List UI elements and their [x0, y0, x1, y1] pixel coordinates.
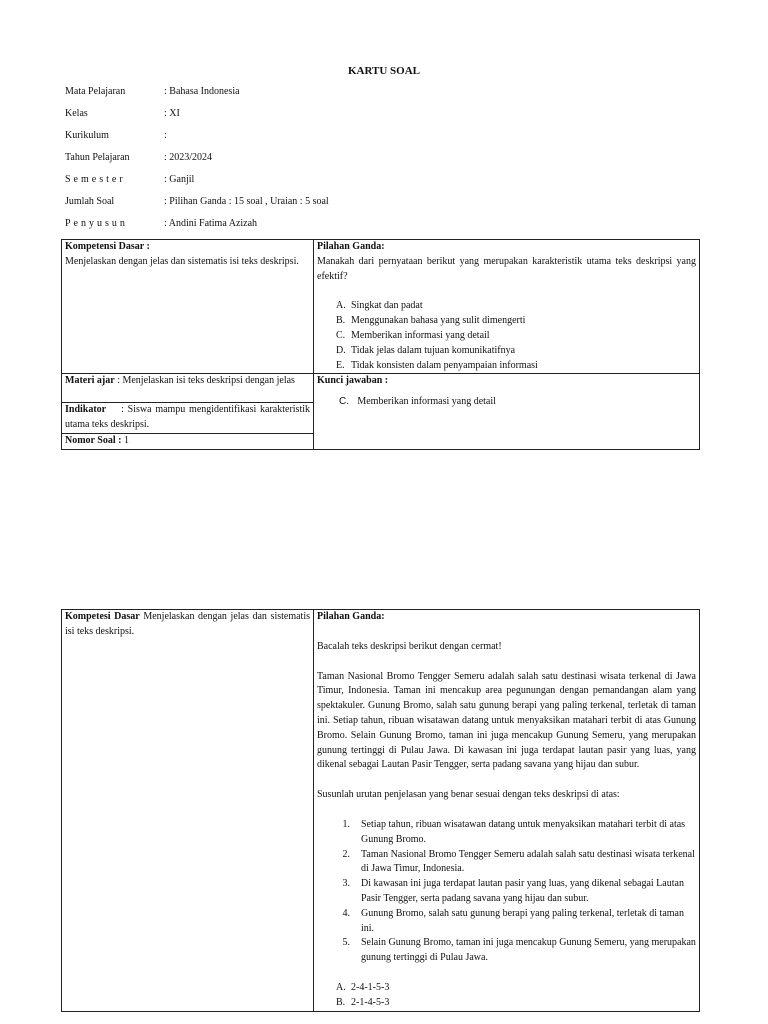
option-text: Tidak jelas dalam tujuan komunikatifnya: [351, 344, 516, 356]
item-number: 2.: [342, 848, 350, 860]
answer-key: [339, 395, 696, 410]
meta-label: Jumlah Soal: [65, 196, 115, 207]
meta-row-class: [65, 107, 465, 129]
meta-row-author: [65, 217, 465, 239]
option-text: Memberikan informasi yang detail: [351, 329, 490, 341]
question-type-label: Pilahan Ganda:: [317, 611, 385, 622]
meta-value: : Ganjil: [164, 174, 195, 185]
option-letter: B.: [336, 996, 346, 1008]
meta-value: :: [164, 130, 167, 141]
meta-label: Mata Pelajaran: [65, 86, 126, 97]
numbered-item: [332, 848, 696, 878]
option-item: [336, 299, 696, 314]
option-letter: A.: [336, 981, 346, 993]
option-text: Tidak konsisten dalam penyampaian informasi: [351, 359, 538, 371]
option-letter: E.: [336, 359, 345, 371]
option-letter: B.: [336, 315, 346, 327]
indicator-label: Indikator: [65, 404, 107, 416]
meta-value: : Andini Fatima Azizah: [164, 218, 258, 229]
question-cell: [314, 610, 700, 1012]
indicator-cell: [62, 403, 314, 434]
material-label: Materi ajar: [65, 375, 115, 387]
meta-row-question-count: [65, 195, 465, 217]
item-number: 3.: [342, 878, 350, 890]
option-text: 2-4-1-5-3: [351, 981, 390, 993]
question-type-label: Pilahan Ganda:: [317, 241, 385, 252]
option-item: [336, 996, 696, 1011]
answer-key-label: Kunci jawaban :: [317, 375, 389, 387]
question-card-2: [61, 609, 700, 1012]
indicator-text: : Siswa mampu mengidentifikasi karakteristik utama teks deskripsi.: [65, 404, 311, 431]
page-title: KARTU SOAL: [347, 65, 421, 77]
numbered-item: [332, 936, 696, 966]
numbered-item: [332, 877, 696, 907]
meta-row-subject: [65, 85, 465, 107]
meta-label: Penyusun: [65, 218, 128, 229]
competency-cell: [62, 240, 314, 374]
numbered-item: [332, 907, 696, 937]
material-cell: [62, 374, 314, 403]
competency-label: Kompetensi Dasar :: [65, 241, 150, 252]
question-card-1: [61, 239, 700, 450]
item-text: Setiap tahun, ribuan wisatawan datang untuk menyaksikan matahari terbit di atas Gunung Bromo.: [361, 818, 686, 845]
option-item: [336, 314, 696, 329]
answer-key-cell: [314, 374, 700, 449]
competency-label: Kompetesi Dasar: [65, 611, 140, 622]
item-text: Taman Nasional Bromo Tengger Semeru adalah salah satu destinasi wisata terkenal di Jawa Timur, Indonesia.: [361, 848, 695, 875]
item-number: 1.: [342, 818, 350, 830]
meta-label: Kelas: [65, 108, 88, 119]
meta-label: Semester: [65, 174, 126, 185]
option-letter: C.: [336, 329, 346, 341]
meta-label: Kurikulum: [65, 130, 109, 141]
question-number-label: Nomor Soal :: [65, 434, 122, 446]
option-text: 2-1-4-5-3: [351, 996, 390, 1008]
item-text: Selain Gunung Bromo, taman ini juga mencakup Gunung Semeru, yang merupakan gunung tertinggi di Pulau Jawa.: [361, 937, 696, 964]
question-number-cell: [62, 433, 314, 449]
option-item: [336, 981, 696, 996]
material-text: : Menjelaskan isi teks deskripsi dengan jelas: [117, 375, 295, 387]
item-text: Di kawasan ini juga terdapat lautan pasir yang luas, yang dikenal sebagai Lautan Pasir Tengger, serta padang savana yang hijau dan subur.: [361, 878, 684, 904]
option-letter: A.: [336, 300, 346, 312]
meta-value: : 2023/2024: [164, 152, 213, 163]
answer-key-text: Memberikan informasi yang detail: [357, 396, 496, 408]
question-text: Manakah dari pernyataan berikut yang merupakan karakteristik utama teks deskripsi yang efektif?: [317, 255, 696, 282]
option-item: [336, 359, 696, 374]
meta-row-semester: [65, 173, 465, 195]
option-item: [336, 344, 696, 359]
meta-value: : XI: [164, 108, 180, 119]
ordering-instruction: Susunlah urutan penjelasan yang benar sesuai dengan teks deskripsi di atas:: [317, 789, 620, 801]
meta-label: Tahun Pelajaran: [65, 152, 130, 163]
competency-cell: [62, 610, 314, 1012]
item-text: Gunung Bromo, salah satu gunung berapi yang paling terkenal, terletak di taman ini.: [361, 907, 684, 934]
meta-value: : Bahasa Indonesia: [164, 86, 240, 97]
reading-passage: Taman Nasional Bromo Tengger Semeru adalah salah satu destinasi wisata terkenal di Jawa Timur, Indonesia. Taman ini mencakup area pegunungan dengan pemandangan alam yang spektakuler. Gunung Bromo, salah satu gunung berapi yang paling terkenal, terletak di taman ini. Setiap tahun, ribuan wisatawan datang untuk menyaksikan matahari terbit di atas Gunung Bromo. Selain Gunung Bromo, taman ini juga mencakup Gunung Semeru, yang merupakan gunung tertinggi di Pulau Jawa. Di kawasan ini juga terdapat lautan pasir yang luas, yang dikenal sebagai Lautan Pasir Tengger, serta padang savana yang hijau dan subur.: [317, 670, 696, 771]
item-number: 5.: [342, 937, 350, 949]
option-text: Menggunakan bahasa yang sulit dimengerti: [351, 315, 526, 327]
meta-row-curriculum: [65, 129, 465, 151]
option-item: [336, 329, 696, 344]
reading-instruction: Bacalah teks deskripsi berikut dengan cermat!: [317, 640, 502, 652]
question-cell: [314, 240, 700, 374]
item-number: 4.: [342, 907, 350, 919]
option-text: Singkat dan padat: [351, 300, 423, 312]
meta-value: : Pilihan Ganda : 15 soal , Uraian : 5 soal: [164, 196, 329, 207]
competency-text: Menjelaskan dengan jelas dan sistematis isi teks deskripsi.: [65, 255, 299, 267]
option-letter: D.: [336, 344, 346, 356]
numbered-item: [332, 818, 696, 848]
competency-text: Menjelaskan dengan jelas dan sistematis isi teks deskripsi.: [65, 611, 310, 637]
answer-key-letter: C.: [339, 396, 349, 408]
card-metadata: [65, 85, 465, 239]
meta-row-year: [65, 151, 465, 173]
question-number-value: 1: [123, 434, 129, 446]
